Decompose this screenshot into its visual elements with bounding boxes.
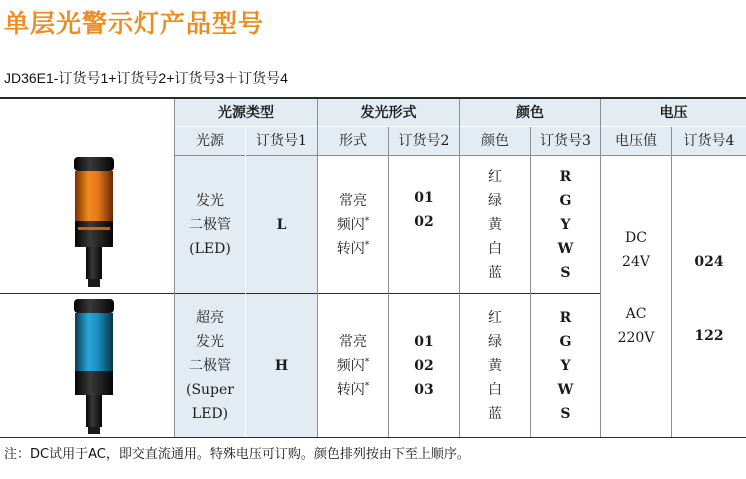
row1-colors: 红 绿 黄 白 蓝 — [488, 168, 502, 281]
row2-source: 超亮 发光 二极管 (Super LED) — [175, 294, 245, 437]
col-line — [459, 99, 460, 437]
row1-codes3: R G Y W S — [557, 168, 574, 281]
row2-colors: 红 绿 黄 白 蓝 — [488, 309, 502, 422]
col-line — [600, 99, 601, 437]
col-line — [245, 127, 246, 437]
col-line — [174, 99, 175, 437]
row1-code1: L — [246, 156, 317, 293]
col-line — [671, 127, 672, 437]
row2-forms: 常亮 频闪* 转闪* — [336, 333, 370, 398]
subheader-color: 颜色 — [460, 127, 530, 155]
header-color: 颜色 — [460, 99, 600, 126]
page-title: 单层光警示灯产品型号 — [4, 9, 265, 38]
row1-forms: 常亮 频闪* 转闪* — [336, 192, 370, 257]
col-line — [530, 127, 531, 437]
subheader-source: 光源 — [175, 127, 245, 155]
voltage-ac: AC 220V — [617, 306, 655, 346]
table-top-rule — [0, 97, 746, 99]
row1-codes2: 01 02 — [414, 190, 434, 230]
header-lighting-form: 发光形式 — [318, 99, 459, 126]
subheader-voltage-value: 电压值 — [601, 127, 671, 155]
blue-super-led-signal-lamp-icon — [66, 297, 122, 435]
col-line — [388, 127, 389, 437]
orange-led-signal-lamp-icon — [66, 155, 122, 289]
voltage-code-dc: 024 — [694, 254, 724, 270]
header-divider — [175, 155, 746, 156]
table-bottom-rule — [0, 437, 746, 438]
subheader-form: 形式 — [318, 127, 388, 155]
group-divider — [175, 126, 746, 127]
header-voltage: 电压 — [601, 99, 746, 126]
row-divider — [0, 293, 601, 294]
order-formula: JD36E1-订货号1+订货号2+订货号3＋订货号4 — [4, 70, 288, 86]
subheader-code3: 订货号3 — [531, 127, 600, 155]
subheader-code1: 订货号1 — [246, 127, 317, 155]
footnote: 注：DC试用于AC，即交直流通用。特殊电压可订购。颜色排列按由下至上顺序。 — [4, 447, 470, 462]
voltage-dc: DC 24V — [622, 230, 650, 270]
row2-codes2: 01 02 03 — [414, 333, 434, 398]
subheader-code2: 订货号2 — [389, 127, 459, 155]
col-line — [317, 99, 318, 437]
row1-source: 发光 二极管 (LED) — [175, 156, 245, 293]
voltage-code-ac: 122 — [694, 328, 724, 344]
subheader-code4: 订货号4 — [672, 127, 746, 155]
row2-codes3: R G Y W S — [557, 309, 574, 422]
row2-code1: H — [246, 294, 317, 437]
header-light-source-type: 光源类型 — [175, 99, 317, 126]
